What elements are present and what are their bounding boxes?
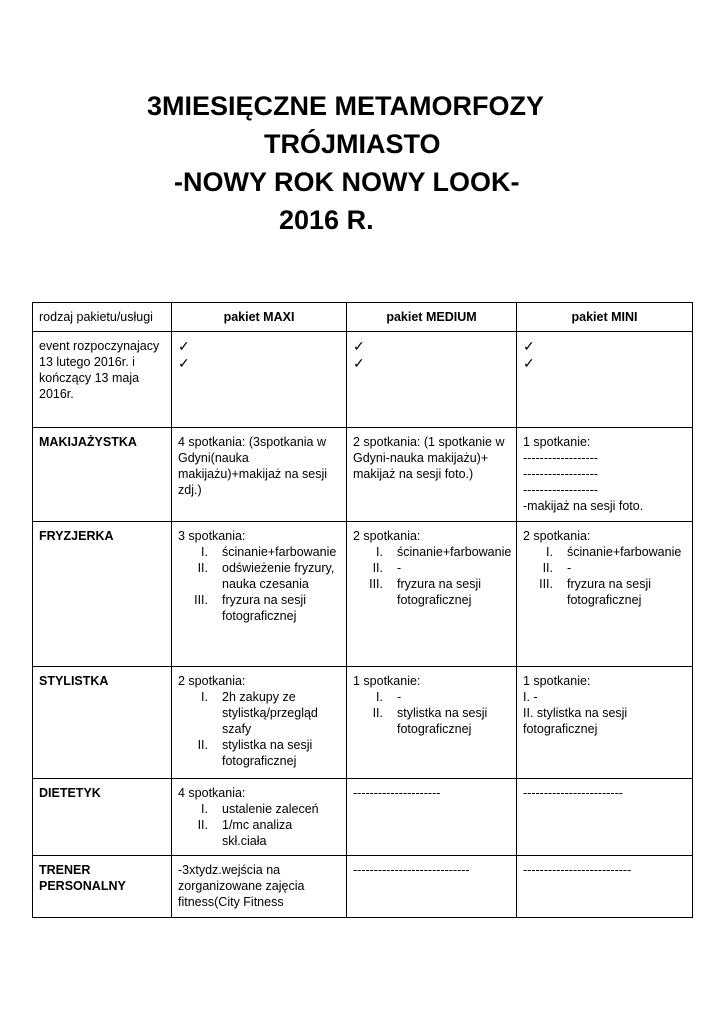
header-medium: pakiet MEDIUM: [347, 303, 517, 332]
numbered-list: [178, 544, 340, 624]
list-item: [178, 737, 340, 769]
title-line-4: 2016 R.: [279, 205, 374, 235]
cell-intro: 4 spotkania:: [178, 786, 246, 800]
list-item: [178, 544, 340, 560]
check-icon: ✓: [178, 338, 190, 354]
cell-intro: 2 spotkania:: [523, 529, 591, 543]
fryzjerka-maxi: [172, 522, 347, 667]
fryzjerka-mini: [517, 522, 693, 667]
cell-intro: 3 spotkania:: [178, 529, 246, 543]
dietetyk-mini: ------------------------: [517, 779, 693, 856]
table-row-makijazystka: [33, 428, 693, 522]
list-text: fryzura na sesji fotograficznej: [567, 577, 652, 607]
list-number: III.: [369, 577, 383, 591]
list-text: ścinanie+farbowanie: [222, 545, 337, 559]
makijazystka-medium: 2 spotkania: (1 spotkanie w Gdyni-nauka makijażu)+ makijaż na sesji foto.): [347, 428, 517, 522]
table-row-trener: [33, 856, 693, 918]
makijazystka-maxi: 4 spotkania: (3spotkania w Gdyni(nauka makijażu)+makijaż na sesji zdj.): [172, 428, 347, 522]
table-row-fryzjerka: [33, 522, 693, 667]
list-item: [178, 560, 340, 592]
table-header-row: [33, 303, 693, 332]
list-item: [353, 560, 510, 576]
list-text: ścinanie+farbowanie: [567, 545, 682, 559]
list-item: [523, 544, 686, 560]
event-label: event rozpoczynajacy 13 lutego 2016r. i kończący 13 maja 2016r.: [33, 332, 172, 428]
list-item: [353, 705, 510, 737]
check-icon: ✓: [523, 338, 535, 354]
list-text: stylistka na sesji fotograficznej: [222, 738, 313, 768]
title-line-3: -NOWY ROK NOWY LOOK-: [174, 167, 520, 197]
title-line-2: TRÓJMIASTO: [264, 129, 441, 159]
list-number: I.: [201, 690, 208, 704]
list-text: ścinanie+farbowanie: [397, 545, 512, 559]
makijazystka-mini: [517, 428, 693, 522]
cell-line: I. -: [523, 690, 538, 704]
check-icon: ✓: [178, 355, 190, 371]
row-label-makijazystka: MAKIJAŻYSTKA: [33, 428, 172, 522]
header-maxi: pakiet MAXI: [172, 303, 347, 332]
list-number: I.: [546, 545, 553, 559]
table-row-event: [33, 332, 693, 428]
cell-line: II. stylistka na sesji fotograficznej: [523, 706, 628, 736]
list-item: [353, 576, 510, 608]
cell-intro: 2 spotkania:: [353, 529, 421, 543]
list-number: II.: [542, 561, 553, 575]
row-label-trener: TRENER PERSONALNY: [33, 856, 172, 918]
header-mini: pakiet MINI: [517, 303, 693, 332]
trener-maxi: -3xtydz.wejścia na zorganizowane zajęcia fitness(City Fitness: [172, 856, 347, 918]
table-row-dietetyk: [33, 779, 693, 856]
list-item: [178, 689, 340, 737]
list-item: [353, 689, 510, 705]
list-number: I.: [376, 690, 383, 704]
list-text: -: [397, 690, 402, 704]
list-item: [353, 544, 510, 560]
fryzjerka-medium: [347, 522, 517, 667]
list-number: II.: [197, 561, 208, 575]
list-number: II.: [197, 818, 208, 832]
list-item: [178, 592, 340, 624]
cell-line: 1 spotkanie:: [523, 435, 591, 449]
stylistka-maxi: [172, 667, 347, 779]
event-maxi: [172, 332, 347, 428]
numbered-list: [523, 544, 686, 608]
row-label-dietetyk: DIETETYK: [33, 779, 172, 856]
list-text: 2h zakupy ze stylistką/przegląd szafy: [222, 690, 318, 736]
dietetyk-medium: ---------------------: [347, 779, 517, 856]
event-medium: [347, 332, 517, 428]
list-number: I.: [201, 545, 208, 559]
list-item: [523, 576, 686, 608]
table-row-stylistka: [33, 667, 693, 779]
numbered-list: [178, 801, 340, 849]
list-item: [178, 817, 340, 849]
trener-mini: --------------------------: [517, 856, 693, 918]
list-text: -: [567, 561, 572, 575]
package-table: [32, 302, 693, 918]
cell-line: ------------------: [523, 467, 598, 481]
cell-line: ------------------: [523, 483, 598, 497]
list-number: I.: [201, 802, 208, 816]
check-icon: ✓: [353, 355, 365, 371]
stylistka-mini: [517, 667, 693, 779]
list-text: fryzura na sesji fotograficznej: [222, 593, 307, 623]
numbered-list: [178, 689, 340, 769]
list-text: ustalenie zaleceń: [222, 802, 319, 816]
stylistka-medium: [347, 667, 517, 779]
list-item: [178, 801, 340, 817]
list-text: -: [397, 561, 402, 575]
cell-intro: 2 spotkania:: [178, 674, 246, 688]
list-number: II.: [372, 706, 383, 720]
check-icon: ✓: [523, 355, 535, 371]
list-item: [523, 560, 686, 576]
check-icon: ✓: [353, 338, 365, 354]
numbered-list: [353, 544, 510, 608]
cell-line: -makijaż na sesji foto.: [523, 499, 644, 513]
list-number: II.: [372, 561, 383, 575]
list-text: odświeżenie fryzury, nauka czesania: [222, 561, 335, 591]
cell-line: ------------------: [523, 451, 598, 465]
list-number: II.: [197, 738, 208, 752]
row-label-stylistka: STYLISTKA: [33, 667, 172, 779]
trener-medium: ----------------------------: [347, 856, 517, 918]
event-mini: [517, 332, 693, 428]
row-label-fryzjerka: FRYZJERKA: [33, 522, 172, 667]
list-number: III.: [539, 577, 553, 591]
header-service-type: rodzaj pakietu/usługi: [33, 303, 172, 332]
title-line-1: 3MIESIĘCZNE METAMORFOZY: [147, 91, 545, 121]
list-text: fryzura na sesji fotograficznej: [397, 577, 482, 607]
numbered-list: [353, 689, 510, 737]
list-text: stylistka na sesji fotograficznej: [397, 706, 488, 736]
list-number: III.: [194, 593, 208, 607]
dietetyk-maxi: [172, 779, 347, 856]
list-text: 1/mc analiza skł.ciała: [222, 818, 293, 848]
list-number: I.: [376, 545, 383, 559]
cell-line: 1 spotkanie:: [523, 674, 591, 688]
cell-intro: 1 spotkanie:: [353, 674, 421, 688]
